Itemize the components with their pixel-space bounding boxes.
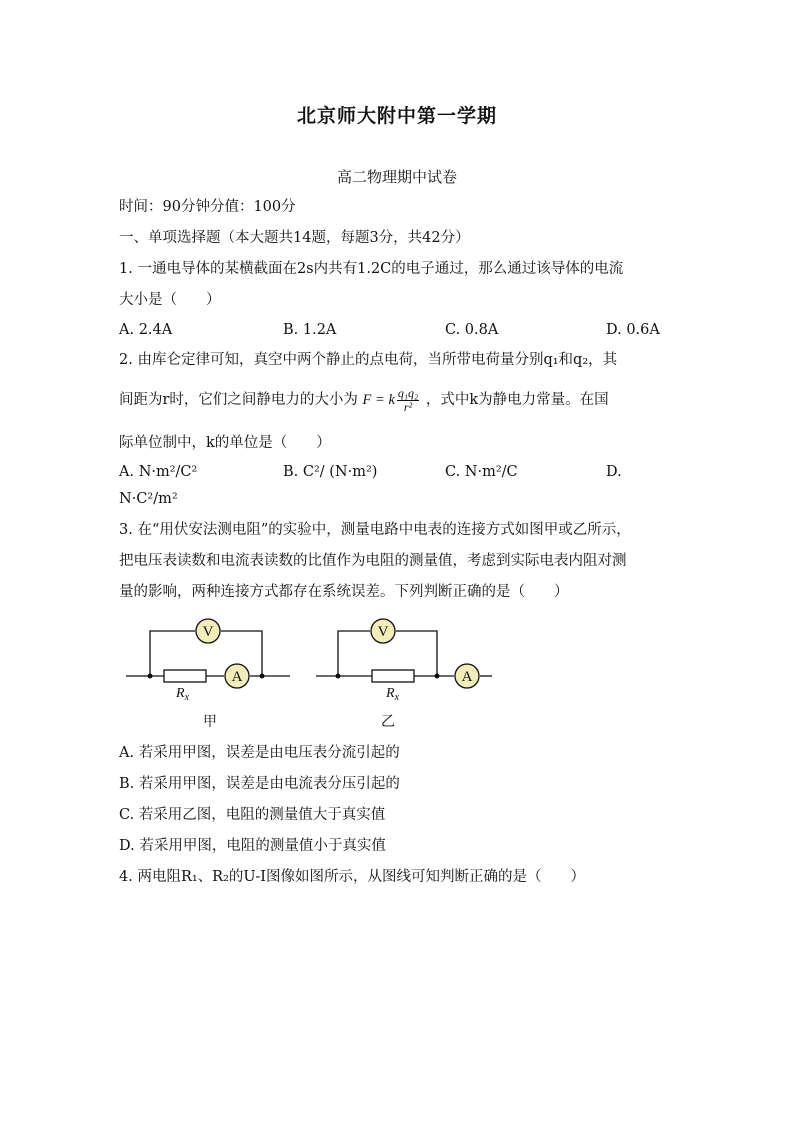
coulomb-formula xyxy=(362,386,422,415)
q2-option-a: A. N·m²/C² xyxy=(119,464,198,480)
resistor-yi xyxy=(372,670,414,682)
exam-info: 时间：90分钟分值：100分 xyxy=(119,199,296,215)
resistor-jia xyxy=(164,670,206,682)
q2-line2-post: ，式中k为静电力常量。在国 xyxy=(425,392,609,408)
q3-option-c: C. 若采用乙图，电阻的测量值大于真实值 xyxy=(119,807,386,823)
q2-option-d-cont: N·C²/m² xyxy=(119,491,178,507)
q3-option-a: A. 若采用甲图，误差是由电压表分流引起的 xyxy=(119,745,400,761)
voltmeter-jia-symbol: V xyxy=(202,624,214,640)
q3-option-b: B. 若采用甲图，误差是由电流表分压引起的 xyxy=(119,776,400,792)
junction-dot xyxy=(260,674,265,679)
q1-option-b: B. 1.2A xyxy=(283,322,337,338)
q3-text-line3: 量的影响，两种连接方式都存在系统误差。下列判断正确的是（ ） xyxy=(119,584,569,600)
q2-text-line3: 际单位制中，k的单位是（ ） xyxy=(119,435,331,451)
resistor-jia-label: $R_x$ xyxy=(176,686,190,703)
junction-dot xyxy=(148,674,153,679)
formula-fraction xyxy=(397,387,419,414)
q3-text-line2: 把电压表读数和电流表读数的比值作为电阻的测量值，考虑到实际电表内阻对测 xyxy=(119,553,627,569)
q1-option-d: D. 0.6A xyxy=(606,322,660,338)
page-title: 北京师大附中第一学期 xyxy=(296,105,497,127)
formula-denominator: r² xyxy=(403,400,413,415)
formula-numerator: q₁q₂ xyxy=(397,386,419,401)
q1-text-line2: 大小是（ ） xyxy=(119,292,221,308)
resistor-yi-label: $R_x$ xyxy=(386,686,400,703)
caption-yi: 乙 xyxy=(381,715,395,730)
caption-jia: 甲 xyxy=(203,715,217,730)
voltmeter-yi-symbol: V xyxy=(377,624,389,640)
q2-text-line2 xyxy=(119,384,609,416)
section-heading: 一、单项选择题（本大题共14题，每题3分，共42分） xyxy=(119,230,470,246)
ammeter-jia-symbol: A xyxy=(231,669,243,685)
q2-option-d: D. xyxy=(606,464,622,480)
q1-option-c: C. 0.8A xyxy=(445,322,499,338)
q3-text-line1: 3. 在“用伏安法测电阻”的实验中，测量电路中电表的连接方式如图甲或乙所示， xyxy=(119,522,631,538)
q2-option-b: B. C²/ (N·m²) xyxy=(283,464,378,480)
q1-text-line1: 1. 一通电导体的某横截面在2s内共有1.2C的电子通过，那么通过该导体的电流 xyxy=(119,261,624,277)
junction-dot xyxy=(336,674,341,679)
q2-text-line1: 2. 由库仑定律可知，真空中两个静止的点电荷，当所带电荷量分别q₁和q₂，其 xyxy=(119,352,618,368)
formula-lhs: F = k xyxy=(362,392,395,408)
page-subtitle: 高二物理期中试卷 xyxy=(336,168,457,186)
q3-option-d: D. 若采用甲图，电阻的测量值小于真实值 xyxy=(119,838,386,854)
ammeter-yi-symbol: A xyxy=(461,669,473,685)
q2-option-c: C. N·m²/C xyxy=(445,464,518,480)
q2-line2-pre: 间距为r时，它们之间静电力的大小为 xyxy=(119,392,358,408)
q1-option-a: A. 2.4A xyxy=(119,322,173,338)
q4-text-line1: 4. 两电阻R₁、R₂的U-I图像如图所示，从图线可知判断正确的是（ ） xyxy=(119,869,585,885)
junction-dot xyxy=(435,674,440,679)
circuit-diagrams xyxy=(0,615,794,730)
